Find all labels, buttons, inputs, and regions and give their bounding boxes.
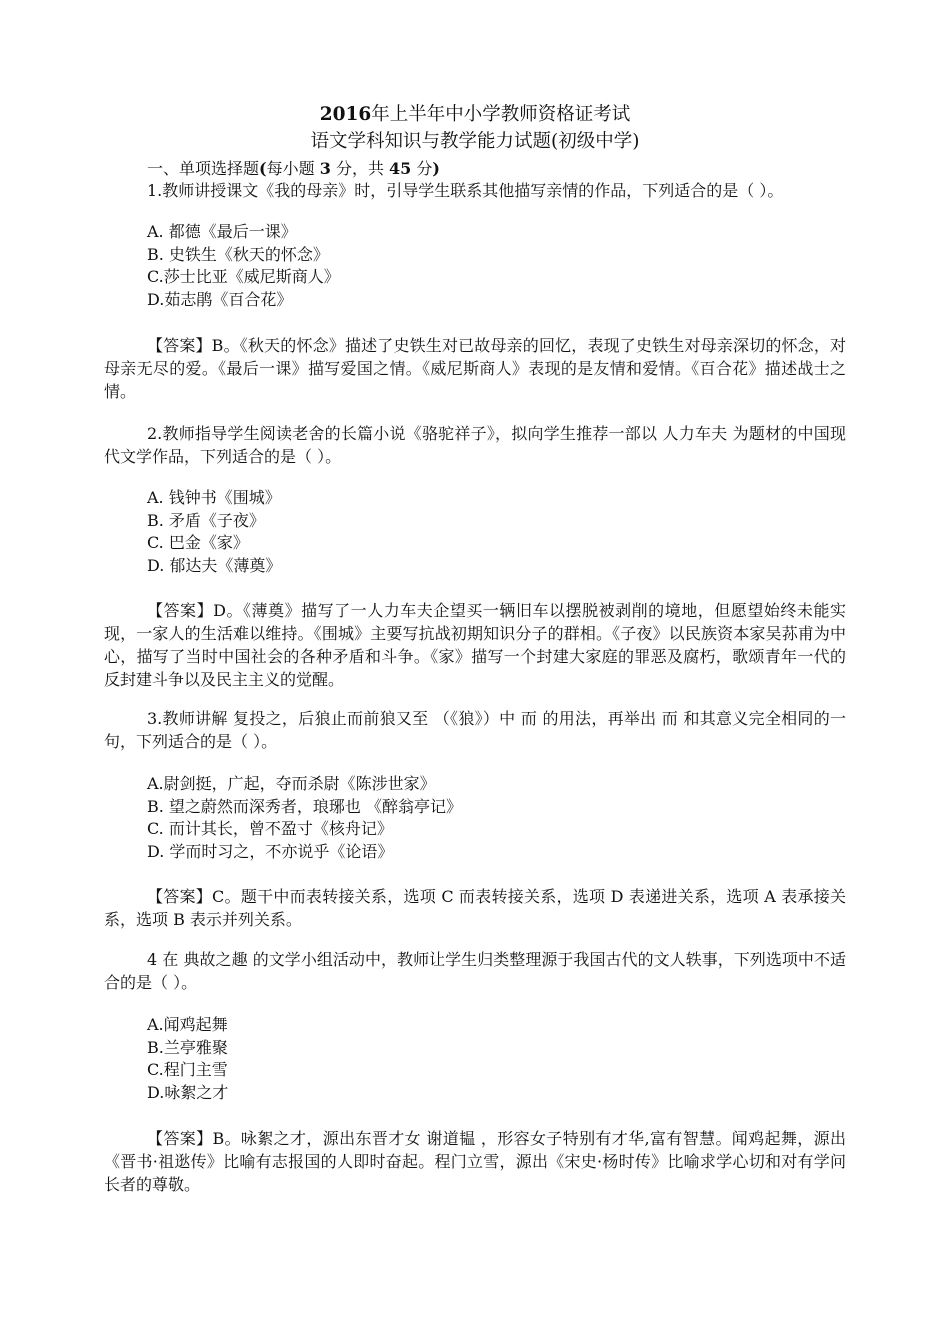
question-3-option-b: B. 望之蔚然而深秀者，琅琊也 《醉翁亭记》 [147, 797, 463, 816]
question-1-stem: 1.教师讲授课文《我的母亲》时，引导学生联系其他描写亲情的作品，下列适合的是（ ）。 [147, 181, 784, 200]
title-text: 年上半年中小学教师资格证考试 [371, 104, 631, 125]
question-4-option-a: A.闻鸡起舞 [147, 1015, 228, 1034]
question-4-option-d: D.咏絮之才 [147, 1083, 229, 1102]
question-4-option-c: C.程门主雪 [147, 1060, 228, 1079]
section-prefix: 一、单项选择题 [147, 159, 260, 178]
question-1-answer: 【答案】B。《秋天的怀念》描述了史铁生对已故母亲的回忆，表现了史铁生对母亲深切的怀念，对母亲无尽的爱。《最后一课》描写爱国之情。《威尼斯商人》表现的是友情和爱情。《百合花》描述战士之情。 [104, 336, 846, 401]
question-3-answer: 【答案】C。题干中而表转接关系，选项 C 而表转接关系，选项 D 表递进关系，选项 A 表承接关系，选项 B 表示并列关系。 [104, 887, 846, 929]
question-2-stem: 2.教师指导学生阅读老舍的长篇小说《骆驼祥子》，拟向学生推荐一部以 人力车夫 为题材的中国现代文学作品，下列适合的是（ ）。 [104, 424, 846, 466]
page-subtitle: 语文学科知识与教学能力试题(初级中学) [310, 131, 640, 152]
question-3-option-a: A.尉剑挺，广起，夺而杀尉《陈涉世家》 [147, 774, 436, 793]
question-3-stem: 3.教师讲解 复投之，后狼止而前狼又至 （《狼》）中 而 的用法，再举出 而 和其意义完全相同的一句，下列适合的是（ ）。 [104, 709, 846, 751]
question-4-option-b: B.兰亭雅聚 [147, 1038, 228, 1057]
question-3-option-d: D. 学而时习之，不亦说乎《论语》 [147, 842, 394, 861]
question-4-answer: 【答案】B。咏絮之才，源出东晋才女 谢道韫 ，形容女子特别有才华,富有智慧。闻鸡起舞，源出《晋书·祖逖传》比喻有志报国的人即时奋起。程门立雪，源出《宋史·杨时传》比喻求学心切和对有学问长者的尊敬。 [104, 1129, 846, 1194]
question-2-option-c: C. 巴金《家》 [147, 533, 249, 552]
question-3-option-c: C. 而计其长，曾不盈寸《核舟记》 [147, 819, 393, 838]
question-1-option-c: C.莎士比亚《威尼斯商人》 [147, 267, 340, 286]
question-2-option-b: B. 矛盾《子夜》 [147, 511, 265, 530]
question-1-option-a: A. 都德《最后一课》 [147, 222, 297, 241]
question-2-answer: 【答案】D。《薄奠》描写了一人力车夫企望买一辆旧车以摆脱被剥削的境地，但愿望始终未能实现，一家人的生活难以维持。《围城》主要写抗战初期知识分子的群相。《子夜》以民族资本家吴荪甫为中心，描写了当时中国社会的各种矛盾和斗争。《家》描写一个封建大家庭的罪恶及腐朽，歌颂青年一代的反封建斗争以及民主主义的觉醒。 [104, 601, 846, 689]
question-1-option-b: B. 史铁生《秋天的怀念》 [147, 245, 329, 264]
section-heading: 一、单项选择题(每小题 3 分，共 45 分) [147, 159, 440, 178]
question-2-option-a: A. 钱钟书《围城》 [147, 488, 281, 507]
question-1-option-d: D.茹志鹃《百合花》 [147, 290, 293, 309]
title-year: 2016 [319, 104, 372, 125]
page-title [0, 102, 950, 128]
question-2-option-d: D. 郁达夫《薄奠》 [147, 556, 282, 575]
question-4-stem: 4 在 典故之趣 的文学小组活动中，教师让学生归类整理源于我国古代的文人轶事，下列选项中不适合的是（ ）。 [104, 950, 846, 992]
